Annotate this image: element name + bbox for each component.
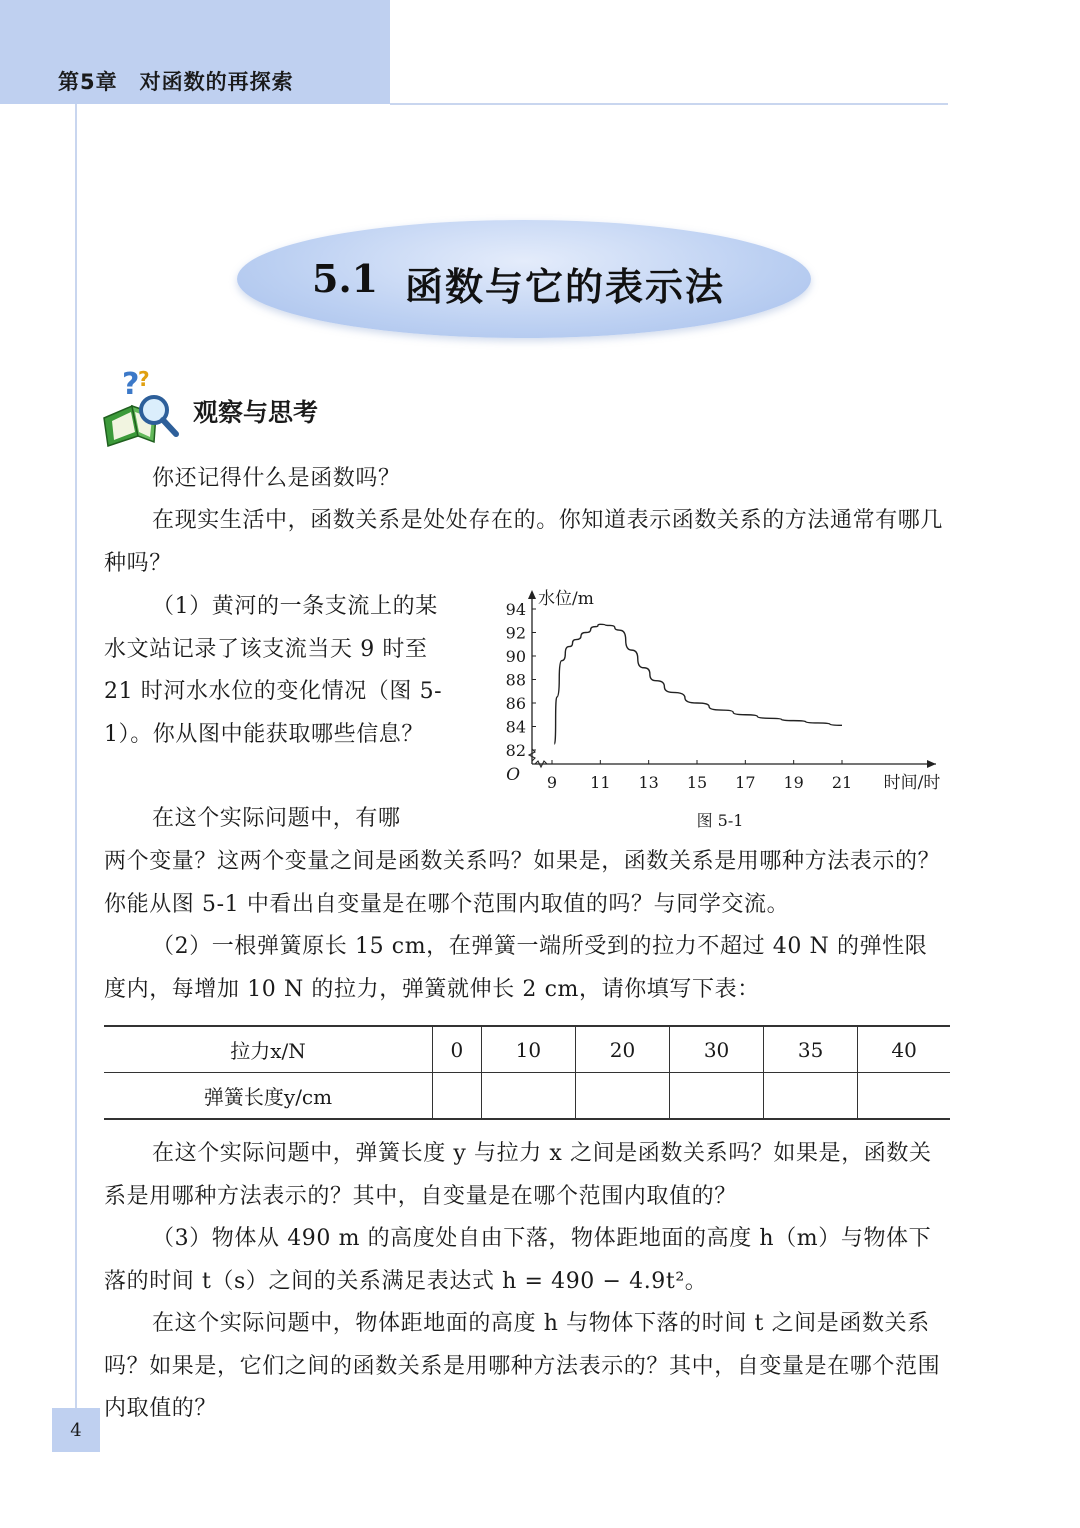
x-axis-arrow xyxy=(927,760,936,768)
table-row-label-length: 弹簧长度y/cm xyxy=(104,1073,433,1120)
y-tick-label: 92 xyxy=(505,623,526,643)
y-axis-label: 水位/m xyxy=(538,589,594,609)
table-cell: 10 xyxy=(481,1026,575,1073)
left-margin-rule xyxy=(75,104,77,1408)
paragraph-example-2: （2）一根弹簧原长 15 cm，在弹簧一端所受到的拉力不超过 40 N 的弹性限度内，每增加 10 N 的拉力，弹簧就伸长 2 cm，请你填写下表： xyxy=(104,934,928,1002)
table-blank-cell[interactable] xyxy=(433,1073,482,1120)
paragraph-question-function: 你还记得什么是函数吗？ xyxy=(152,466,401,491)
paragraph-representation-methods: 在现实生活中，函数关系是处处存在的。你知道表示函数关系的方法通常有哪几种吗？ xyxy=(104,508,944,576)
y-tick-label: 82 xyxy=(505,741,526,760)
table-blank-cell[interactable] xyxy=(575,1073,669,1120)
table-cell: 30 xyxy=(670,1026,764,1073)
observe-think-heading: 观察与思考 xyxy=(193,398,319,427)
origin-label: O xyxy=(506,765,520,785)
paragraph-falling-question: 在这个实际问题中，物体距地面的高度 h 与物体下落的时间 t 之间是函数关系吗？如果是，它们之间的函数关系是用哪种方法表示的？其中，自变量是在哪个范围内取值的？ xyxy=(104,1311,941,1421)
magnifier-book-question-icon xyxy=(98,366,182,450)
water-level-line xyxy=(554,624,842,744)
svg-text:?: ? xyxy=(122,367,140,402)
table-cell: 40 xyxy=(858,1026,950,1073)
spring-data-table xyxy=(104,1025,950,1120)
x-tick-label: 21 xyxy=(831,773,853,792)
table-row-label-force: 拉力x/N xyxy=(104,1026,433,1073)
y-tick-label: 84 xyxy=(505,717,526,737)
y-tick-label: 86 xyxy=(505,694,526,713)
table-row xyxy=(104,1073,950,1120)
x-tick-label: 15 xyxy=(686,773,708,792)
paragraph-example-1: （1）黄河的一条支流上的某水文站记录了该支流当天 9 时至 21 时河水水位的变化情况（图 5-1）。你从图中能获取哪些信息？ xyxy=(104,594,443,747)
table-blank-cell[interactable] xyxy=(858,1073,950,1120)
table-cell: 35 xyxy=(764,1026,858,1073)
x-tick-label: 19 xyxy=(783,773,804,792)
table-blank-cell[interactable] xyxy=(481,1073,575,1120)
table-row xyxy=(104,1026,950,1073)
table-cell: 0 xyxy=(433,1026,482,1073)
x-tick-label: 9 xyxy=(546,773,558,792)
x-axis-label: 时间/时 xyxy=(883,773,941,793)
figure-caption: 图 5-1 xyxy=(696,811,744,830)
page-number: 4 xyxy=(52,1408,100,1452)
chapter-title: 第5章 对函数的再探索 xyxy=(58,70,294,94)
header-rule xyxy=(390,103,948,105)
paragraph-example-1-question-start: 在这个实际问题中，有哪 xyxy=(152,806,401,831)
paragraph-example-1-question: 两个变量？这两个变量之间是函数关系吗？如果是，函数关系是用哪种方法表示的？你能从图 5-1 中看出自变量是在哪个范围内取值的吗？与同学交流。 xyxy=(104,849,941,917)
x-tick-label: 13 xyxy=(638,773,659,792)
section-number: 5.1 xyxy=(312,256,379,301)
table-blank-cell[interactable] xyxy=(764,1073,858,1120)
y-tick-label: 94 xyxy=(505,600,526,619)
table-blank-cell[interactable] xyxy=(670,1073,764,1120)
x-tick-label: 11 xyxy=(590,773,611,792)
paragraph-spring-question: 在这个实际问题中，弹簧长度 y 与拉力 x 之间是函数关系吗？如果是，函数关系是用哪种方法表示的？其中，自变量是在哪个范围内取值的？ xyxy=(104,1141,932,1209)
paragraph-example-3: （3）物体从 490 m 的高度处自由下落，物体距地面的高度 h（m）与物体下落的时间 t（s）之间的关系满足表达式 h = 490 − 4.9t²。 xyxy=(104,1226,932,1294)
water-level-chart xyxy=(496,586,956,796)
section-title: 函数与它的表示法 xyxy=(405,265,726,309)
y-axis-arrow xyxy=(528,590,536,599)
y-tick-label: 88 xyxy=(505,670,526,690)
svg-text:?: ? xyxy=(138,367,150,391)
y-tick-label: 90 xyxy=(505,647,526,666)
x-tick-label: 17 xyxy=(735,773,756,792)
table-cell: 20 xyxy=(575,1026,669,1073)
